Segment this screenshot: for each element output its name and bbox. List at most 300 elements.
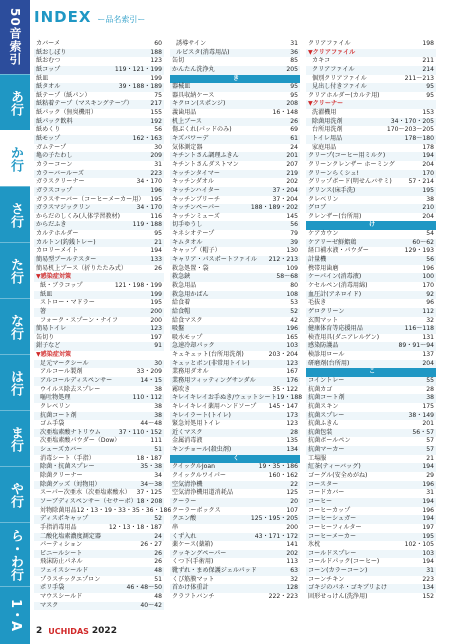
entry-page: 137 [422, 351, 434, 359]
tab-sa[interactable]: さ行 [0, 186, 30, 242]
index-entry[interactable] [34, 567, 164, 576]
index-entry[interactable] [170, 386, 300, 395]
entry-name: キャリア・パスポートファイル [172, 256, 258, 264]
entry-page: 21 [426, 454, 434, 462]
entry-page: 75 [154, 91, 162, 99]
entry-name: 除菌用洗剤 [312, 117, 343, 125]
index-entry[interactable] [34, 49, 164, 58]
index-entry[interactable] [170, 109, 300, 118]
index-entry[interactable] [34, 178, 164, 187]
index-entry[interactable] [170, 420, 300, 429]
index-entry[interactable] [34, 196, 164, 205]
index-entry[interactable] [170, 291, 300, 300]
index-entry[interactable] [34, 126, 164, 135]
entry-name: キッチンブリーチ [172, 195, 221, 203]
index-entry[interactable] [170, 403, 300, 412]
index-entry[interactable] [170, 265, 300, 274]
entry-page: 44〜48 [140, 420, 162, 428]
entry-name: クイックルワイパー [172, 472, 226, 480]
entry-name: くび筋膜マット [172, 575, 215, 583]
index-entry[interactable] [34, 282, 164, 291]
index-entry[interactable] [34, 558, 164, 567]
entry-name: 誘導サイン [176, 40, 207, 47]
index-entry[interactable] [34, 506, 172, 516]
entry-name: 給食着 [172, 299, 191, 307]
tab-ra-wa[interactable]: ら・わ行 [0, 522, 30, 586]
index-entry[interactable] [34, 533, 164, 542]
entry-name: 健康体育等応援用品 [308, 325, 363, 333]
entry-page: 165 [286, 333, 298, 341]
index-entry[interactable] [306, 178, 436, 187]
index-entry[interactable] [306, 100, 436, 109]
index-entry[interactable] [306, 49, 436, 58]
index-entry[interactable] [306, 135, 436, 144]
index-entry[interactable] [306, 230, 436, 239]
entry-name: 缶切り [36, 333, 55, 341]
index-entry[interactable] [170, 170, 300, 179]
index-entry[interactable] [306, 446, 436, 455]
index-entry[interactable] [170, 351, 300, 360]
index-entry[interactable] [170, 161, 300, 170]
index-entry[interactable] [170, 541, 300, 550]
index-entry[interactable] [34, 377, 164, 386]
index-entry[interactable] [306, 524, 436, 533]
index-column-1 [34, 40, 172, 610]
entry-name: ガムテープ [36, 143, 67, 151]
entry-name: ポリ手袋 [40, 584, 65, 592]
index-entry[interactable] [170, 446, 300, 455]
entry-name: キレイキレイお手ぬき/ウェットシート [172, 394, 277, 402]
entry-page: 38 [154, 411, 162, 419]
index-entry[interactable] [306, 75, 436, 84]
index-entry[interactable] [34, 187, 164, 196]
entry-name: 見出し付きファイル [312, 83, 367, 91]
entry-page: 40〜42 [140, 601, 162, 609]
index-entry[interactable] [170, 533, 300, 542]
index-entry[interactable] [306, 386, 436, 395]
index-entry[interactable] [306, 325, 436, 334]
index-entry[interactable] [34, 221, 164, 230]
tab-ya[interactable]: や行 [0, 466, 30, 522]
entry-name: 緊急対処用トイレ [172, 420, 221, 428]
entry-name: スーパー次亜水（次亜塩素酸水） [40, 489, 131, 497]
index-entry[interactable] [170, 221, 300, 230]
index-entry[interactable] [34, 593, 164, 602]
index-entry[interactable] [34, 230, 164, 239]
tab-ta[interactable]: た行 [0, 242, 30, 298]
index-entry[interactable] [306, 515, 436, 524]
index-entry[interactable] [306, 489, 436, 498]
entry-name: け [368, 221, 376, 229]
entry-page: 202 [286, 549, 298, 557]
index-entry[interactable] [34, 291, 164, 300]
index-entry[interactable] [34, 437, 164, 446]
index-entry[interactable] [306, 437, 436, 446]
index-entry[interactable] [170, 472, 300, 481]
index-entry[interactable] [306, 481, 436, 490]
entry-name: クーラー [172, 497, 197, 505]
entry-page: 210 [422, 204, 434, 212]
index-entry[interactable] [306, 57, 436, 66]
index-entry[interactable] [306, 109, 436, 118]
index-entry[interactable] [306, 187, 436, 196]
entry-page: 170〜203〜205 [386, 126, 434, 134]
entry-name: キッチンタイマー [172, 169, 220, 177]
index-entry[interactable] [306, 170, 436, 179]
entry-page: 48 [154, 567, 162, 575]
entry-page: 103 [422, 549, 434, 557]
entry-page: 39・188・189 [118, 83, 162, 91]
entry-page: 130 [286, 247, 298, 255]
index-entry[interactable] [306, 256, 436, 265]
index-entry[interactable] [34, 463, 164, 472]
tab-1-a[interactable]: 1・A [0, 586, 30, 644]
index-entry[interactable] [170, 135, 300, 144]
index-entry[interactable] [306, 472, 436, 481]
entry-name: くつ下(手術用) [172, 558, 214, 566]
index-entry[interactable] [306, 412, 436, 421]
entry-name: 急速冷却パック [172, 342, 215, 350]
entry-page: 170 [422, 281, 434, 289]
index-entry[interactable] [306, 273, 436, 282]
index-entry[interactable] [306, 161, 436, 170]
index-entry[interactable] [170, 342, 300, 351]
entry-page: 51 [154, 446, 162, 454]
index-entry[interactable] [170, 437, 300, 446]
page-number: 2 [36, 626, 43, 636]
entry-page: 16・148 [272, 109, 298, 117]
index-entry[interactable] [306, 265, 436, 274]
index-entry[interactable] [34, 57, 164, 66]
index-entry[interactable] [170, 66, 300, 75]
entry-name: 抗菌コート剤 [308, 394, 345, 402]
index-entry[interactable] [34, 342, 164, 351]
index-entry[interactable] [306, 567, 436, 576]
index-entry[interactable] [306, 360, 436, 369]
entry-page: 26 [154, 264, 162, 272]
index-entry[interactable] [34, 40, 164, 49]
entry-page: 196 [286, 325, 298, 333]
entry-page: 85 [290, 57, 298, 65]
index-entry[interactable] [306, 40, 436, 49]
entry-page: 18・187 [136, 454, 162, 462]
index-entry[interactable] [34, 161, 164, 170]
index-entry[interactable] [306, 66, 436, 75]
index-entry[interactable] [34, 498, 164, 507]
entry-name: 吸盤 [172, 325, 185, 333]
entry-name: く [232, 454, 240, 462]
entry-page: 170 [422, 169, 434, 177]
entry-page: 176 [286, 376, 298, 384]
entry-page: 53 [290, 299, 298, 307]
index-entry[interactable] [34, 308, 164, 317]
index-entry[interactable] [170, 187, 300, 196]
catalog-year: 2022 [91, 626, 117, 636]
entry-page: 38・149 [408, 411, 434, 419]
index-entry[interactable] [306, 282, 436, 291]
index-entry[interactable] [34, 541, 164, 550]
index-entry[interactable] [34, 256, 164, 265]
entry-page: 92 [426, 290, 434, 298]
index-entry[interactable] [170, 412, 300, 421]
entry-page: 26・27 [140, 541, 162, 549]
index-entry[interactable] [306, 152, 436, 161]
index-entry[interactable] [170, 100, 300, 109]
entry-name: 除菌・抗菌スプレー [40, 463, 95, 471]
index-entry[interactable] [170, 40, 300, 49]
index-entry[interactable] [34, 351, 164, 360]
index-entry[interactable] [306, 126, 436, 135]
entry-name: 器械皿 [172, 83, 191, 91]
entry-page: 212・213 [268, 256, 298, 264]
index-entry[interactable] [170, 247, 300, 256]
entry-name: ケーパイン(消毒液) [308, 273, 362, 281]
index-entry[interactable] [306, 299, 436, 308]
index-entry[interactable] [170, 126, 300, 135]
index-entry[interactable] [34, 135, 164, 144]
index-entry[interactable] [170, 325, 300, 334]
entry-page: 80 [290, 281, 298, 289]
entry-page: 200 [150, 307, 162, 315]
index-entry[interactable] [170, 317, 300, 326]
index-entry[interactable] [34, 66, 164, 75]
entry-page: 196 [150, 186, 162, 194]
entry-name: クレベリン [308, 195, 339, 203]
entry-name: カロリーメイト [36, 247, 79, 255]
index-entry[interactable] [170, 524, 300, 533]
index-entry[interactable] [170, 567, 300, 576]
entry-page: 194 [422, 152, 434, 160]
entry-name: コーヒー [308, 497, 333, 505]
index-entry[interactable] [306, 507, 436, 516]
index-entry[interactable] [170, 394, 303, 403]
entry-page: 57 [426, 437, 434, 445]
index-entry[interactable] [34, 446, 164, 455]
index-entry[interactable] [34, 317, 164, 326]
index-entry[interactable] [306, 247, 436, 256]
index-entry[interactable] [34, 403, 164, 412]
entry-name: 抗菌マーカー [308, 446, 345, 454]
entry-page: 129・193 [404, 247, 434, 255]
entry-page: 48 [154, 593, 162, 600]
entry-page: 37・204 [272, 195, 298, 203]
entry-page: 201 [286, 152, 298, 160]
entry-name: ディスポキャップ [40, 515, 89, 523]
index-entry[interactable] [306, 533, 436, 542]
tab-ha[interactable]: は行 [0, 354, 30, 410]
index-entry[interactable] [34, 325, 164, 334]
index-entry[interactable] [170, 256, 300, 265]
index-entry[interactable] [306, 394, 436, 403]
page-header [34, 8, 145, 26]
index-entry[interactable] [306, 550, 436, 559]
index-entry[interactable] [170, 92, 300, 101]
index-entry[interactable] [306, 83, 436, 92]
entry-name: キッチンハイター [172, 186, 220, 194]
entry-name: 研磨剤(台所用) [308, 359, 350, 367]
tab-ka[interactable]: か行 [0, 130, 30, 186]
entry-page: 109 [286, 264, 298, 272]
entry-page: 197 [422, 523, 434, 531]
entry-page: 194 [422, 558, 434, 566]
entry-page: 100 [422, 273, 434, 281]
tab-na[interactable]: な行 [0, 298, 30, 354]
index-entry[interactable] [34, 420, 164, 429]
index-entry[interactable] [34, 299, 164, 308]
entry-page [162, 351, 164, 360]
index-entry[interactable] [34, 602, 164, 611]
entry-name: コールドパック(コーヒー) [308, 558, 380, 566]
index-entry[interactable] [34, 584, 164, 593]
entry-name: 二酸化塩素濃度測定器 [40, 532, 101, 540]
index-entry[interactable] [34, 109, 164, 118]
index-entry[interactable] [170, 507, 300, 516]
entry-page: 19・188 [276, 394, 303, 402]
entry-page: 29 [426, 472, 434, 480]
index-entry[interactable] [34, 515, 164, 524]
index-column-2 [170, 40, 303, 610]
entry-page: 205 [286, 65, 298, 73]
index-entry[interactable] [306, 584, 436, 593]
index-entry[interactable] [306, 463, 436, 472]
index-entry[interactable] [306, 342, 436, 351]
entry-page: 95 [290, 83, 298, 91]
entry-page: 194 [422, 515, 434, 523]
index-entry[interactable] [306, 420, 436, 429]
entry-name: 缶切 [172, 57, 185, 65]
index-entry[interactable] [170, 152, 300, 161]
index-entry[interactable] [170, 584, 300, 593]
index-entry[interactable] [306, 498, 436, 507]
entry-name: 箸 [40, 307, 47, 315]
entry-name: キネシオテープ [172, 230, 215, 238]
page-subtitle: ー品名索引ー [97, 15, 146, 24]
index-entry[interactable] [170, 57, 300, 66]
index-entry[interactable] [34, 100, 164, 109]
entry-name: 紙・ブラコップ [40, 281, 83, 289]
index-entry[interactable] [34, 239, 164, 248]
index-entry[interactable] [170, 273, 300, 282]
entry-name: き [232, 74, 240, 82]
index-entry[interactable] [170, 230, 300, 239]
entry-page: 201 [422, 420, 434, 428]
index-entry[interactable] [170, 558, 300, 567]
index-entry[interactable] [306, 196, 436, 205]
index-entry[interactable] [306, 541, 436, 550]
entry-name: シューズカバー [40, 446, 83, 454]
entry-name: 血圧計(アネロイド) [308, 290, 362, 298]
index-entry[interactable] [34, 152, 164, 161]
index-entry[interactable] [170, 489, 300, 498]
entry-page: 133 [150, 256, 162, 264]
index-entry[interactable] [306, 593, 436, 602]
entry-page: 200 [150, 316, 162, 324]
index-entry[interactable] [170, 368, 300, 377]
index-entry[interactable] [34, 412, 164, 421]
index-entry[interactable] [34, 204, 164, 213]
index-entry[interactable] [170, 308, 300, 317]
entry-name: 簡易型ブールテスター [36, 256, 97, 264]
index-entry[interactable] [34, 247, 164, 256]
index-entry[interactable] [306, 291, 436, 300]
entry-page: 112 [422, 307, 434, 315]
entry-name: キクロン(スポンジ) [172, 100, 226, 108]
index-entry[interactable] [34, 273, 164, 282]
entry-page: 188・189・202 [250, 204, 298, 212]
tab-ma[interactable]: ま行 [0, 410, 30, 466]
entry-name: 家庭用品 [312, 143, 337, 151]
entry-page: 26 [154, 549, 162, 557]
index-entry[interactable] [306, 351, 436, 360]
index-entry[interactable] [34, 368, 164, 377]
index-entry[interactable] [306, 403, 436, 412]
index-entry[interactable] [34, 489, 164, 498]
index-entry[interactable] [34, 83, 164, 92]
index-entry[interactable] [34, 386, 164, 395]
index-entry[interactable] [170, 178, 300, 187]
index-entry[interactable] [34, 524, 164, 533]
entry-page: 95 [426, 83, 434, 91]
entry-page: 173 [286, 411, 298, 419]
entry-page: 31 [426, 567, 434, 575]
entry-page: 167 [286, 368, 298, 376]
entry-name: 紙タオル [36, 83, 61, 91]
entry-name: プラスチックエプロン [40, 575, 101, 583]
index-entry[interactable] [306, 377, 436, 386]
index-entry[interactable] [170, 377, 300, 386]
index-entry[interactable] [170, 515, 300, 524]
index-entry[interactable] [34, 265, 164, 274]
index-entry[interactable] [306, 204, 436, 213]
index-entry[interactable] [170, 593, 300, 602]
index-entry[interactable] [170, 196, 300, 205]
index-entry[interactable] [306, 317, 436, 326]
index-entry[interactable] [170, 498, 300, 507]
index-entry[interactable] [306, 558, 436, 567]
index-entry[interactable] [170, 463, 300, 472]
entry-name: キンチョール(殺虫剤) [172, 446, 232, 454]
entry-name: マスク [40, 601, 59, 609]
entry-name: ガラスコップ [36, 186, 73, 194]
entry-name: キッチンペーパー [172, 204, 221, 212]
entry-name: 除菌グッズ（対物用） [40, 480, 101, 488]
index-entry[interactable] [170, 204, 300, 213]
entry-name: 紙めくり [36, 126, 61, 134]
index-entry[interactable] [170, 83, 300, 92]
index-entry[interactable] [34, 75, 164, 84]
entry-page: 51 [154, 575, 162, 583]
entry-page: 34・170・205 [390, 117, 434, 125]
entry-name: クリーンクレンザー ホーミング [308, 160, 395, 168]
entry-name: キレイキレイ薬用ハンドソープ [172, 402, 257, 410]
index-entry[interactable] [306, 308, 436, 317]
tab-a[interactable]: あ行 [0, 74, 30, 130]
index-entry[interactable] [170, 299, 300, 308]
entry-page: 211〜213 [404, 74, 434, 82]
index-entry[interactable] [34, 170, 164, 179]
index-entry[interactable] [34, 472, 164, 481]
entry-name: キャップ（帽子） [172, 247, 221, 255]
entry-name: クイックルJoan [172, 463, 215, 471]
index-entry[interactable] [34, 394, 164, 403]
entry-page: 108 [286, 290, 298, 298]
index-entry[interactable] [170, 49, 300, 58]
entry-name: 感染防護品 [308, 342, 339, 350]
entry-page: 204 [422, 359, 434, 367]
index-entry[interactable] [170, 282, 300, 291]
entry-name: 紙おしぼり [36, 48, 67, 56]
entry-page: 31 [290, 40, 298, 47]
